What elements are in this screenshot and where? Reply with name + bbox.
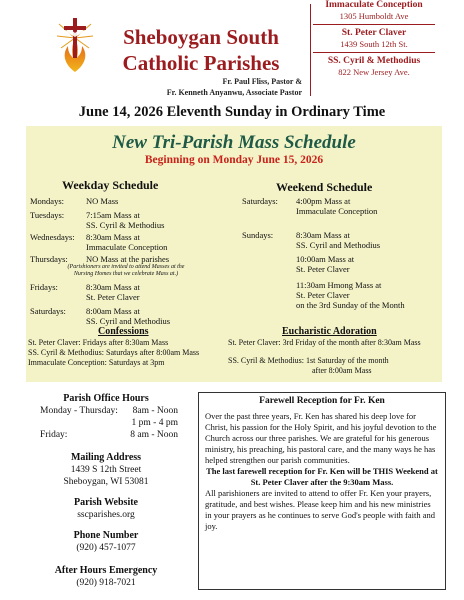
weekday-schedule-heading: Weekday Schedule	[62, 178, 159, 192]
farewell-paragraph: All parishioners are invited to attend to offer Fr. Ken your prayers, gratitude, and best wishes. Please keep him and his new ministries in your prayers as he continues to serve God's people with faith and joy.	[205, 488, 436, 531]
mailing-address-heading: Mailing Address	[70, 452, 142, 463]
parish-title	[92, 24, 310, 76]
church-immaculate-conception	[313, 0, 435, 21]
weekday-label: Saturdays:	[30, 306, 66, 316]
church-name: Immaculate Conception	[325, 0, 423, 10]
weekday-value: 7:15am Mass at	[86, 210, 140, 220]
weekend-location: SS. Cyril and Methodius	[296, 240, 381, 250]
parish-info-column	[26, 392, 186, 589]
confessions-heading: Confessions	[98, 326, 149, 337]
weekend-label: Sundays:	[242, 230, 274, 240]
office-hours-row	[26, 417, 186, 429]
weekday-location: SS. Cyril and Methodius	[86, 316, 171, 326]
weekend-value: 10:00am Mass at	[296, 254, 355, 264]
weekday-location: SS. Cyril & Methodius	[86, 220, 165, 230]
website-heading: Parish Website	[74, 497, 138, 508]
bulletin-date: June 14, 2026 Eleventh Sunday in Ordinary Time	[78, 104, 386, 120]
office-hours-row	[26, 405, 186, 417]
farewell-paragraph: Over the past three years, Fr. Ken has shared his deep love for Christ, his passion for the Holy Spirit, and his joyful devotion to the Church across our three parishes. We are grateful for his generous ministry, his preaching, his pastoral care, and the many ways he has helped strengthen our parish communities.	[205, 411, 437, 465]
church-list	[313, 0, 435, 77]
office-hours-time: 8 am - Noon	[130, 430, 178, 440]
weekend-label: Saturdays:	[242, 196, 278, 206]
office-hours-time: 8am - Noon	[132, 406, 178, 416]
farewell-title: Farewell Reception for Fr. Ken	[259, 396, 385, 406]
confession-line: St. Peter Claver: Fridays after 8:30am Mass	[28, 338, 169, 347]
phone-heading: Phone Number	[73, 530, 139, 541]
thursday-note-line: (Parishioners are invited to attend Masses at the	[67, 264, 185, 270]
weekday-label: Tuesdays:	[30, 210, 65, 220]
office-hours-time: 1 pm - 4 pm	[131, 418, 178, 428]
confession-line: Immaculate Conception: Saturdays at 3pm	[28, 358, 165, 367]
church-address: 1305 Humboldt Ave	[339, 11, 409, 21]
weekend-note: on the 3rd Sunday of the Month	[296, 300, 405, 310]
emergency-heading: After Hours Emergency	[54, 565, 158, 576]
thursday-note	[36, 264, 216, 278]
office-hours-heading: Parish Office Hours	[63, 393, 149, 404]
weekday-label: Mondays:	[30, 196, 64, 206]
weekend-value: 8:30am Mass at	[296, 230, 350, 240]
parish-title-line2: Catholic Parishes	[122, 51, 280, 75]
weekend-value: 11:30am Hmong Mass at	[296, 280, 382, 290]
weekend-location: St. Peter Claver	[296, 290, 350, 300]
office-hours-row	[26, 429, 186, 441]
schedule-subtitle: Beginning on Monday June 15, 2026	[144, 154, 324, 166]
header-divider	[310, 4, 311, 96]
weekday-value: 8:00am Mass at	[86, 306, 140, 316]
phone-number: (920) 457-1077	[76, 543, 136, 553]
associate-pastor-name: Fr. Kenneth Anyanwu, Associate Pastor	[166, 88, 302, 97]
mass-schedule-box	[26, 126, 442, 382]
farewell-announcement-box	[198, 392, 446, 590]
weekday-value: 8:30am Mass at	[86, 282, 140, 292]
mailing-address-line: 1439 S 12th Street	[70, 465, 142, 475]
adoration-heading: Eucharistic Adoration	[282, 326, 377, 337]
church-name: SS. Cyril & Methodius	[327, 56, 421, 66]
weekend-value: 4:00pm Mass at	[296, 196, 351, 206]
office-hours-day: Monday - Thursday:	[40, 406, 118, 416]
confession-line: SS. Cyril & Methodius: Saturdays after 8:00am Mass	[28, 348, 200, 357]
cross-with-flames-icon	[56, 16, 94, 72]
church-name: St. Peter Claver	[341, 28, 407, 38]
weekend-location: St. Peter Claver	[296, 264, 350, 274]
weekend-schedule-heading: Weekend Schedule	[276, 180, 373, 194]
weekday-value: NO Mass	[86, 196, 119, 206]
weekday-label: Wednesdays:	[30, 232, 75, 242]
adoration-line: St. Peter Claver: 3rd Friday of the month after 8:30am Mass	[228, 338, 421, 347]
church-st-peter-claver	[313, 28, 435, 49]
adoration-line: SS. Cyril & Methodius: 1st Saturday of the month	[228, 356, 389, 365]
church-divider	[313, 24, 435, 25]
weekday-value: 8:30am Mass at	[86, 232, 140, 242]
church-ss-cyril-methodius	[313, 56, 435, 77]
weekday-value: NO Mass at the parishes	[86, 254, 170, 264]
parish-title-line1: Sheboygan South	[123, 25, 279, 49]
weekend-location: Immaculate Conception	[296, 206, 378, 216]
adoration-line: after 8:00am Mass	[312, 366, 372, 375]
weekday-location: Immaculate Conception	[86, 242, 168, 252]
emergency-number: (920) 918-7021	[76, 578, 136, 588]
church-address: 1439 South 12th St.	[340, 39, 408, 49]
schedule-title: New Tri-Parish Mass Schedule	[112, 132, 356, 153]
church-address: 822 New Jersey Ave.	[338, 67, 410, 77]
church-divider	[313, 52, 435, 53]
weekday-label: Thursdays:	[30, 254, 68, 264]
pastor-block	[102, 76, 302, 98]
farewell-highlight: The last farewell reception for Fr. Ken will be THIS Weekend at St. Peter Claver after the 9:30am Mass.	[206, 466, 438, 487]
thursday-note-line: Nursing Homes that we celebrate Mass at.)	[73, 271, 179, 277]
weekday-location: St. Peter Claver	[86, 292, 140, 302]
weekday-label: Fridays:	[30, 282, 58, 292]
office-hours-day: Friday:	[40, 430, 68, 440]
website-link[interactable]: sscparishes.org	[77, 510, 135, 520]
bulletin-header	[0, 0, 464, 97]
mailing-address-line: Sheboygan, WI 53081	[63, 477, 149, 487]
pastor-name: Fr. Paul Fliss, Pastor &	[222, 77, 302, 86]
